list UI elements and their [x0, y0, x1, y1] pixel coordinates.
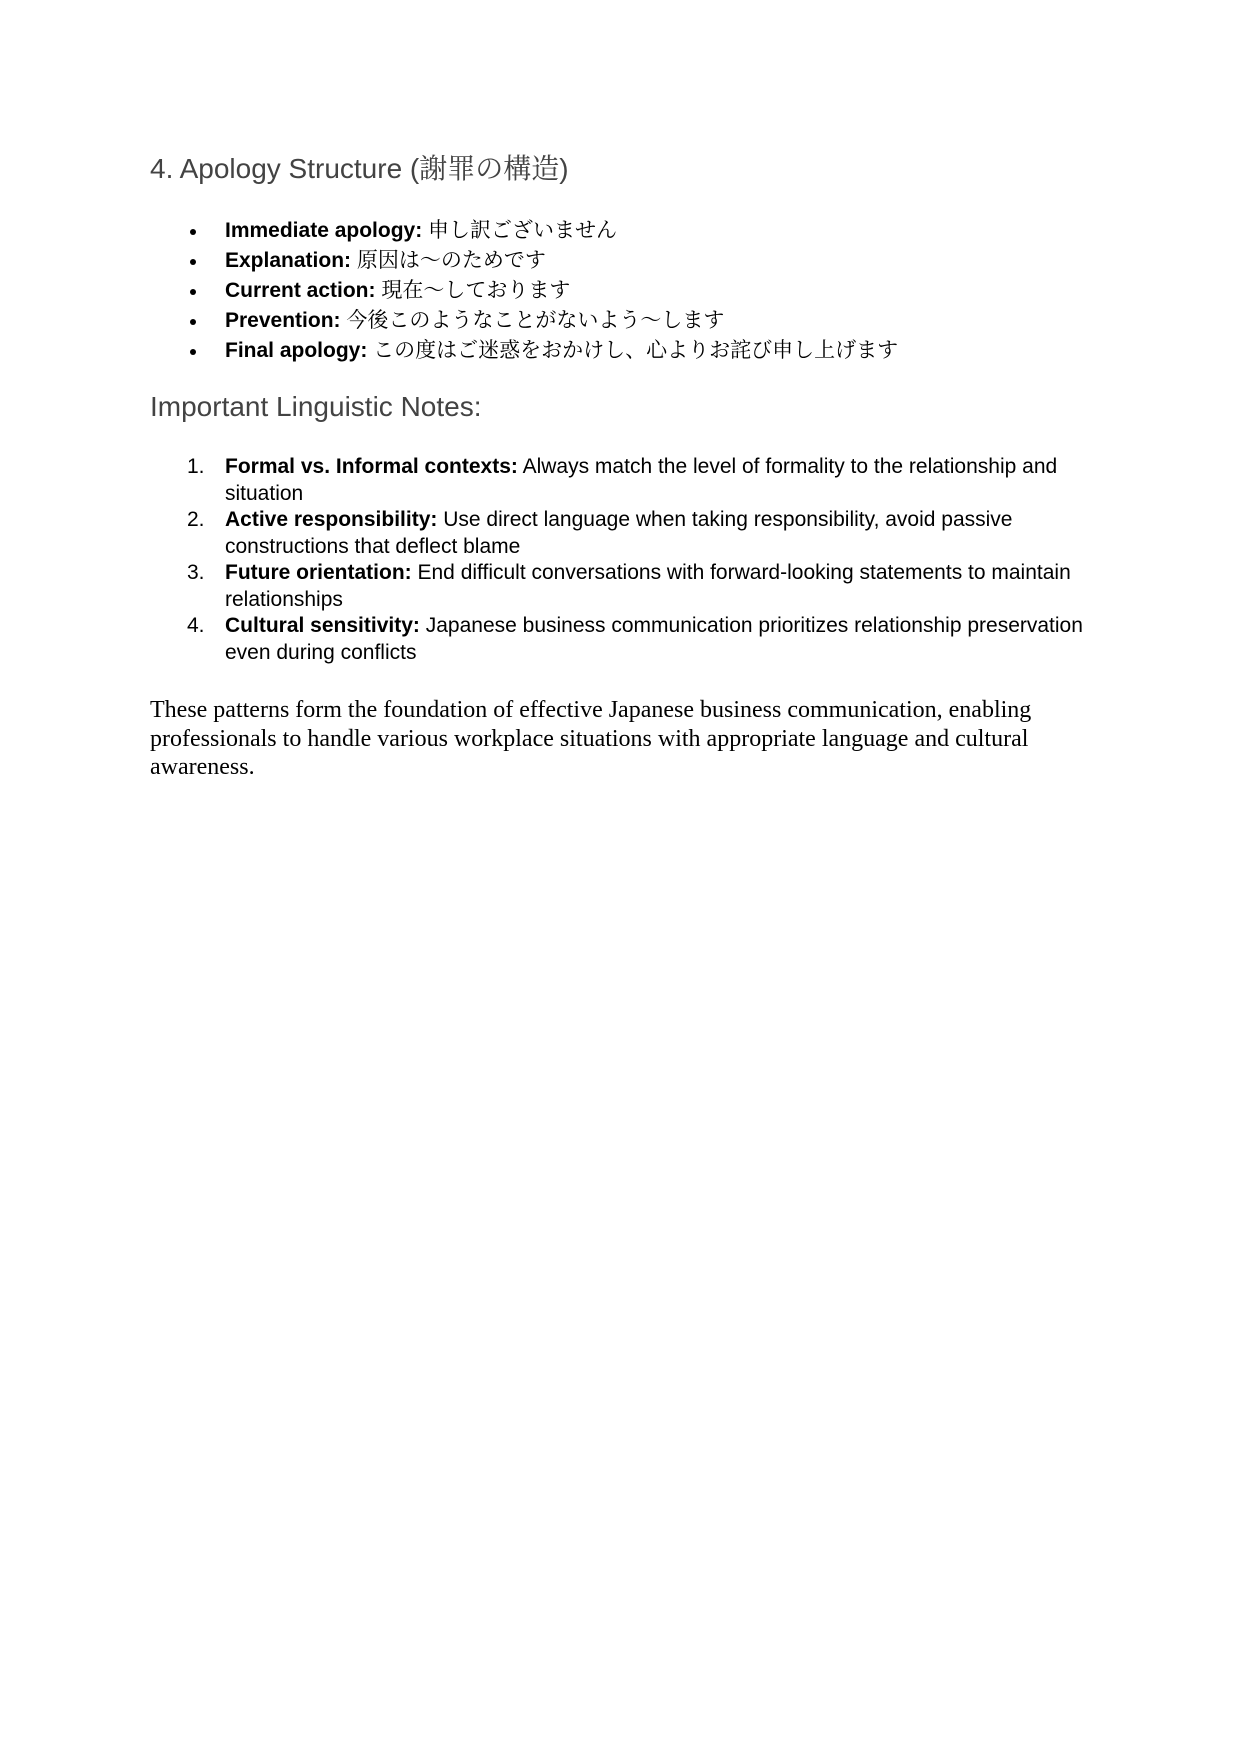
list-item-label: Future orientation: — [225, 561, 412, 584]
list-item-text: この度はご迷惑をおかけし、心よりお詫び申し上げます — [367, 339, 899, 362]
section-heading-apology-structure: 4. Apology Structure (謝罪の構造) — [150, 153, 569, 184]
list-item — [150, 560, 1100, 613]
bullet-icon — [190, 349, 196, 355]
list-item — [150, 454, 1100, 507]
list-item-label: Prevention: — [225, 309, 341, 332]
list-item — [150, 276, 1100, 306]
linguistic-notes-list — [150, 454, 1100, 666]
list-item-label: Formal vs. Informal contexts: — [225, 455, 518, 478]
list-item — [150, 246, 1100, 276]
list-item-number: 4. — [187, 614, 205, 637]
list-item-text: 原因は〜のためです — [351, 249, 546, 272]
list-item-text: Use direct language when taking responsibility, avoid passive constructions that deflect blame — [225, 508, 1013, 558]
list-item-number: 2. — [187, 508, 205, 531]
list-item-label: Explanation: — [225, 249, 352, 272]
conclusion-paragraph: These patterns form the foundation of effective Japanese business communication, enabling professionals to handle various workplace situations with appropriate language and cultural awareness. — [150, 697, 1032, 780]
list-item-label: Immediate apology: — [225, 219, 423, 242]
list-item — [150, 306, 1100, 336]
list-item — [150, 507, 1100, 560]
list-item-number: 1. — [187, 455, 205, 478]
list-item-text: 現在〜しております — [375, 279, 571, 302]
list-item-label: Active responsibility: — [225, 508, 438, 531]
list-item-label: Current action: — [225, 279, 376, 302]
list-item — [150, 613, 1100, 666]
bullet-icon — [190, 259, 196, 265]
list-item-text: Always match the level of formality to the relationship and situation — [225, 455, 1058, 505]
bullet-icon — [190, 229, 196, 235]
bullet-icon — [190, 319, 196, 325]
list-item-number: 3. — [187, 561, 205, 584]
list-item-text: End difficult conversations with forward-looking statements to maintain relationships — [225, 561, 1071, 611]
list-item-text: Japanese business communication prioritizes relationship preservation even during conflicts — [225, 614, 1083, 664]
list-item — [150, 216, 1100, 246]
document-content — [150, 148, 1100, 782]
list-item-text: 今後このようなことがないよう〜します — [340, 309, 725, 332]
list-item-text: 申し訳ございません — [422, 219, 618, 242]
section-heading-linguistic-notes: Important Linguistic Notes: — [150, 391, 482, 422]
list-item-label: Cultural sensitivity: — [225, 614, 420, 637]
list-item — [150, 336, 1100, 366]
apology-structure-list — [150, 216, 1100, 366]
bullet-icon — [190, 289, 196, 295]
list-item-label: Final apology: — [225, 339, 368, 362]
